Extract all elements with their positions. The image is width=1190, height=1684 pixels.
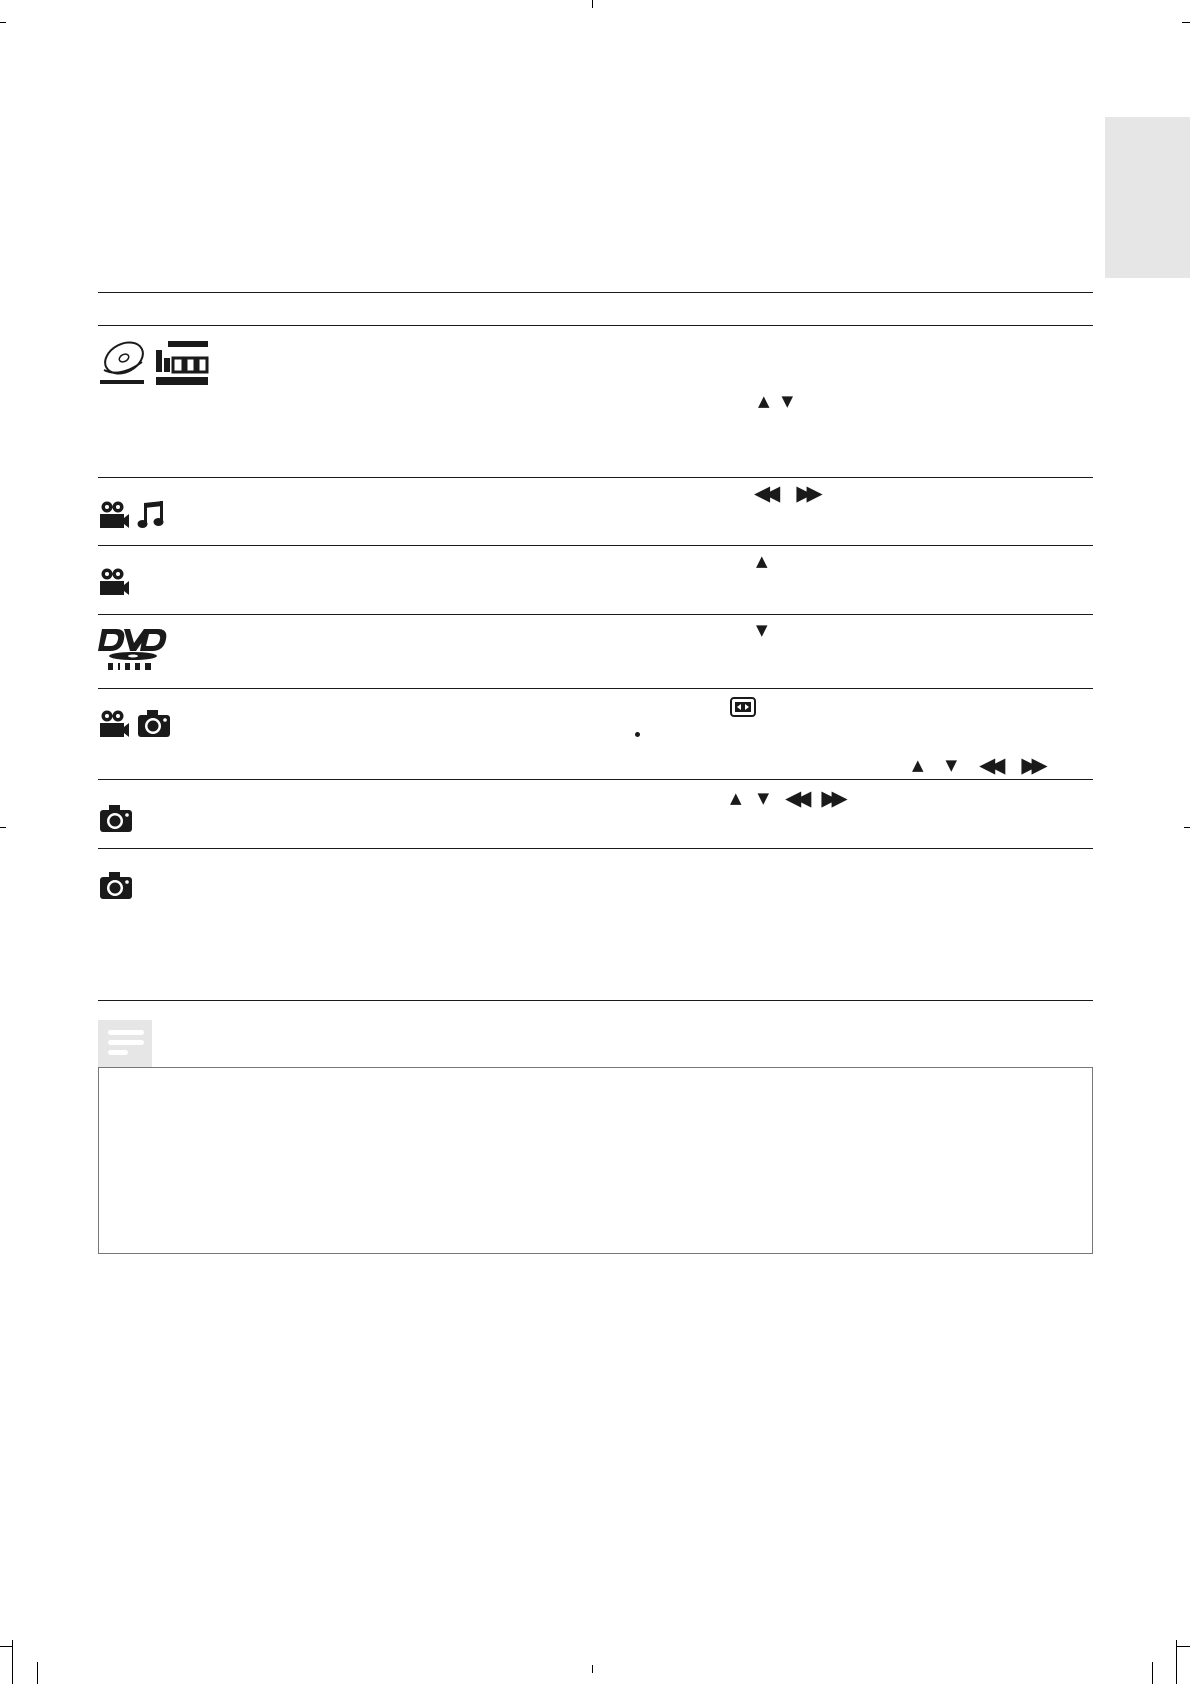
video-camera-icon — [98, 710, 130, 738]
compact-disc-super-video-icon — [152, 340, 210, 386]
video-camera-icon — [98, 568, 130, 596]
vcd-disc-icon — [98, 338, 146, 388]
crop-mark — [0, 827, 6, 828]
crop-mark — [592, 1665, 593, 1673]
note-tab — [98, 1020, 152, 1068]
table-row — [98, 326, 1093, 477]
table-row — [98, 689, 1093, 779]
up-arrow-icon: ▲ — [758, 392, 770, 410]
fast-forward-icon: ▶▶ — [821, 786, 842, 810]
up-arrow-icon: ▲ — [730, 789, 742, 807]
crop-mark — [592, 0, 593, 8]
bullet-mark — [635, 732, 640, 737]
down-arrow-icon: ▼ — [781, 392, 794, 410]
fast-forward-icon: ▶▶ — [796, 481, 817, 505]
down-arrow-icon: ▼ — [756, 621, 768, 639]
camera-icon — [98, 804, 134, 834]
crop-mark — [0, 22, 6, 23]
note-icon — [108, 1030, 144, 1058]
table-row — [98, 546, 1093, 614]
crop-mark — [1176, 1646, 1190, 1647]
table-row — [98, 478, 1093, 545]
note-box — [98, 1067, 1093, 1254]
table-row — [98, 849, 1093, 1000]
rewind-icon: ◀◀ — [754, 481, 775, 505]
up-arrow-icon: ▲ — [912, 756, 924, 774]
camera-icon — [136, 709, 172, 739]
table-bottom-rule — [98, 1000, 1093, 1001]
crop-mark — [37, 1662, 38, 1684]
up-arrow-icon: ▲ — [756, 552, 768, 570]
language-side-tab — [1105, 117, 1190, 278]
crop-mark — [0, 1646, 12, 1647]
down-arrow-icon: ▼ — [945, 756, 958, 774]
zoom-frame-icon — [730, 697, 756, 717]
camera-icon — [98, 871, 134, 901]
crop-mark — [12, 1640, 13, 1684]
video-camera-icon — [98, 501, 130, 529]
table-row — [98, 615, 1093, 688]
dvd-video-logo — [98, 625, 168, 673]
crop-mark — [1182, 22, 1190, 23]
rewind-icon: ◀◀ — [979, 753, 1000, 777]
table-top-rule — [98, 292, 1093, 293]
fast-forward-icon: ▶▶ — [1021, 753, 1042, 777]
crop-mark — [1184, 827, 1190, 828]
rewind-icon: ◀◀ — [785, 786, 806, 810]
table-row — [98, 780, 1093, 848]
music-note-icon — [136, 500, 166, 530]
down-arrow-icon: ▼ — [757, 789, 770, 807]
crop-mark — [1152, 1662, 1153, 1684]
